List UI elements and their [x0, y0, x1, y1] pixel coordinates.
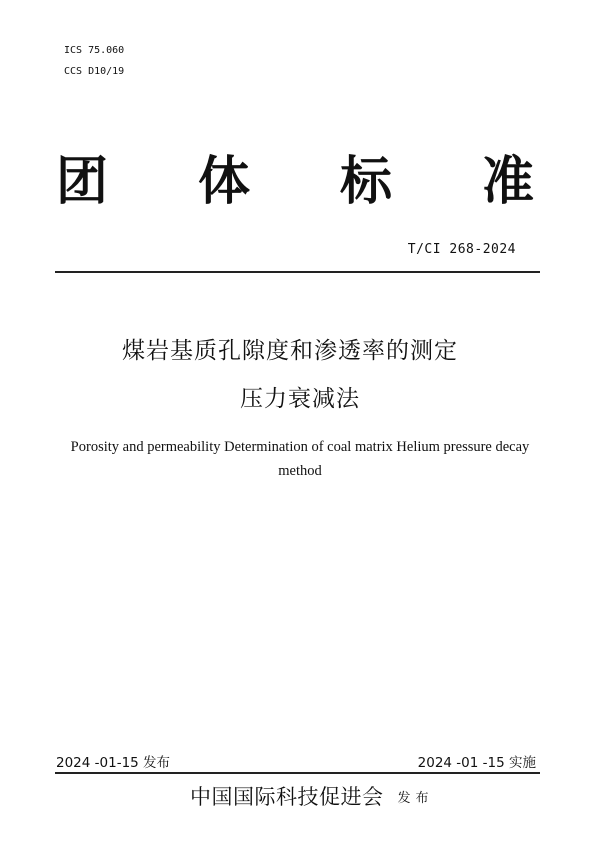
- issue-label: 发布: [397, 791, 434, 806]
- publisher-organization: 中国国际科技促进会: [190, 785, 384, 809]
- standard-type-heading: [0, 152, 600, 212]
- publish-date: 2024 -01-15 发布: [56, 755, 171, 771]
- ccs-code: CCS D10/19: [64, 66, 125, 77]
- chinese-title-line-1: 煤岩基质孔隙度和渗透率的测定: [122, 338, 458, 364]
- standard-type-char-4: 准: [482, 152, 535, 212]
- ics-code: ICS 75.060: [64, 45, 125, 56]
- header-divider: [55, 271, 540, 273]
- implementation-date: 2024 -01 -15 实施: [417, 755, 536, 771]
- standard-number: T/CI 268-2024: [407, 242, 516, 257]
- classification-codes: [64, 40, 124, 82]
- standard-type-char-1: 团: [56, 152, 109, 212]
- footer-divider: [55, 772, 540, 774]
- standard-type-char-2: 体: [198, 152, 251, 212]
- standard-type-char-3: 标: [340, 152, 393, 212]
- chinese-title-line-2: 压力衰减法: [240, 386, 360, 412]
- publisher-line: [190, 781, 434, 811]
- english-title: Porosity and permeability Determination of coal matrix Helium pressure decay method: [70, 439, 530, 479]
